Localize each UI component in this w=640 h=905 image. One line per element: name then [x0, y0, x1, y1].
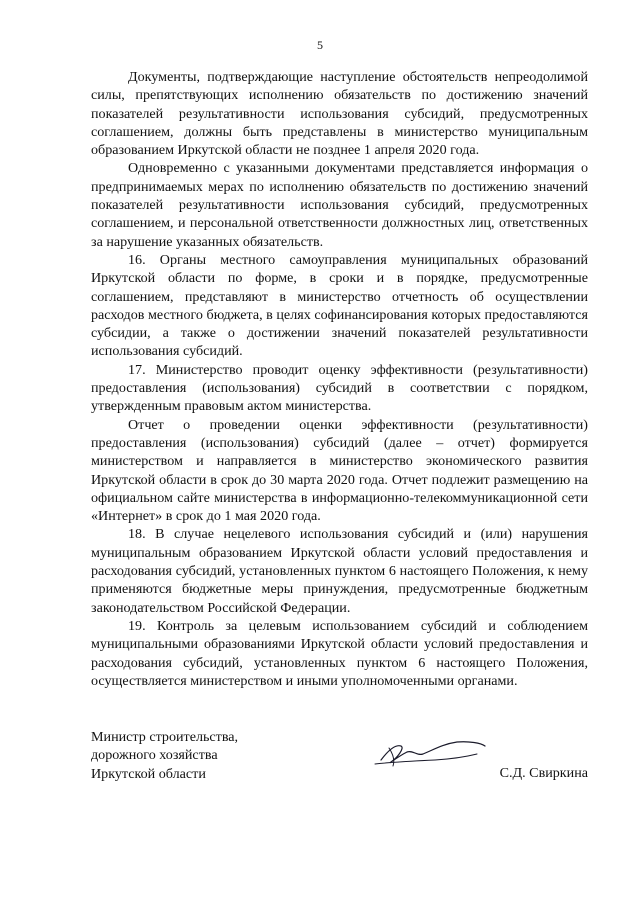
document-body — [91, 68, 588, 690]
signature-block — [91, 728, 588, 788]
handwritten-signature — [373, 734, 491, 770]
signer-name: С.Д. Свиркина — [499, 765, 588, 781]
paragraph-measures-information: Одновременно с указанными документами представляется информация о предпринимаемых мерах по исполнению обязательств по достижению значений показателей результативности использования субсидий, предусмотренных соглашением, и персональной ответственности должностных лиц, ответственных за нарушение указанных обязательств. — [91, 160, 588, 250]
paragraph-report: Отчет о проведении оценки эффективности (результативности) предоставления (использования) субсидий (далее – отчет) формируется министерством и направляется в министерство экономического развития Иркутской области в срок до 30 марта 2020 года. Отчет подлежит размещению на официальном сайте министерства в информационно-телекоммуникационной сети «Интернет» в срок до 1 мая 2020 года. — [91, 416, 588, 525]
paragraph-item-17: 17. Министерство проводит оценку эффективности (результативности) предоставления (использования) субсидий в соответствии с порядком, утвержденным правовым актом министерства. — [91, 361, 588, 415]
paragraph-item-18: 18. В случае нецелевого использования субсидий и (или) нарушения муниципальным образованием Иркутской области условий предоставления и расходования субсидий, установленных пунктом 6 настоящего Положения, к нему применяются бюджетные меры принуждения, предусмотренные бюджетным законодательством Российской Федерации. — [91, 526, 588, 616]
paragraph-force-majeure-documents: Документы, подтверждающие наступление обстоятельств непреодолимой силы, препятствующих исполнению обязательств по достижению значений показателей результативности использования субсидий, предусмотренных соглашением, должны быть представлены в министерство муниципальным образованием Иркутской области не позднее 1 апреля 2020 года. — [91, 69, 588, 159]
paragraph-item-16: 16. Органы местного самоуправления муниципальных образований Иркутской области по форме, в сроки и в порядке, предусмотренные соглашением, представляют в министерство отчетность об осуществлении расходов местного бюджета, в целях софинансирования которых предоставляются субсидии, а также о достижении значений показателей результативности использования субсидий. — [91, 251, 588, 360]
page-number: 5 — [317, 38, 323, 52]
signer-position-line: Министр строительства, — [91, 729, 239, 745]
signer-position-line: Иркутской области — [91, 765, 206, 782]
signer-position-line: дорожного хозяйства — [91, 747, 218, 764]
signer-position — [91, 728, 238, 783]
paragraph-item-19: 19. Контроль за целевым использованием субсидий и соблюдением муниципальными образованиями Иркутской области условий предоставления и расходования субсидий, установленных пунктом 6 настоящего Положения, осуществляется министерством и иными уполномоченными органами. — [91, 617, 588, 689]
